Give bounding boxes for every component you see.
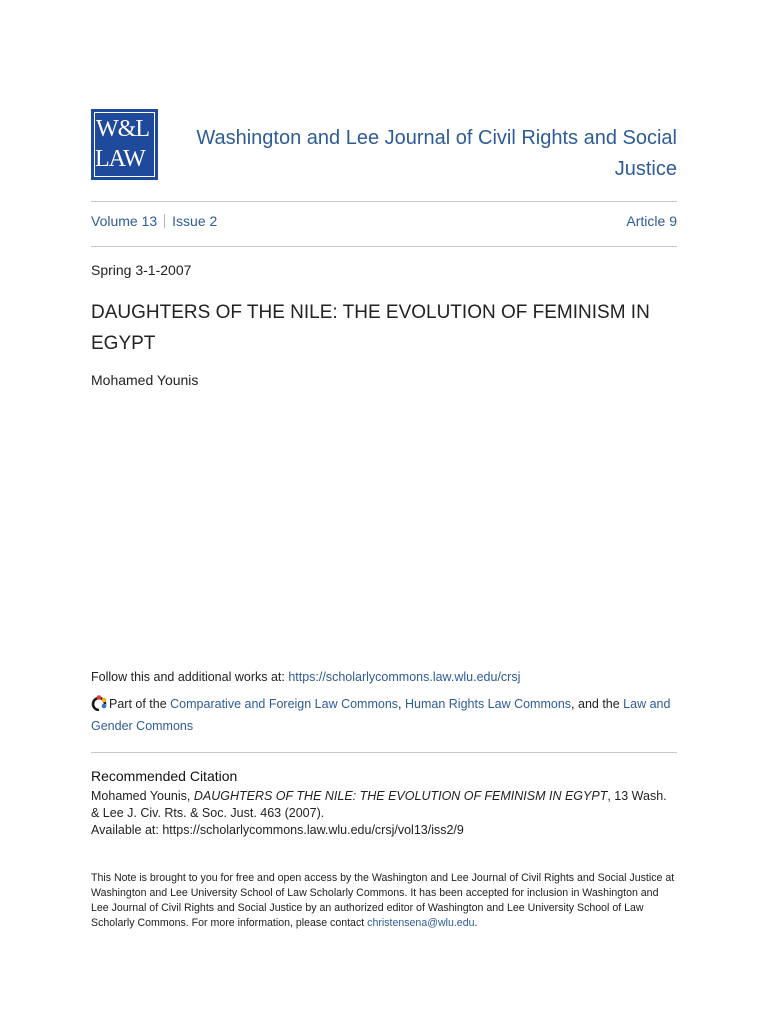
part-of-sep2: , and the: [571, 697, 624, 711]
comparative-foreign-law-commons-link[interactable]: Comparative and Foreign Law Commons: [170, 697, 399, 711]
access-note-end: .: [474, 917, 478, 929]
journal-title-line1[interactable]: Washington and Lee Journal of Civil Rights and Social: [196, 127, 677, 149]
law-and-gender-commons-link[interactable]: Law and Gender Commons: [91, 697, 671, 733]
part-of-sep1: ,: [398, 697, 405, 711]
follow-url-link[interactable]: https://scholarlycommons.law.wlu.edu/crsj: [288, 670, 521, 684]
access-note: [91, 871, 677, 931]
wl-law-logo[interactable]: [91, 109, 158, 180]
article-number-link[interactable]: Article 9: [626, 213, 677, 229]
divider-top: [91, 201, 677, 202]
citation-title: DAUGHTERS OF THE NILE: THE EVOLUTION OF FEMINISM IN EGYPT: [193, 789, 608, 803]
article-title-line2: EGYPT: [91, 333, 156, 354]
part-of-prefix: Part of the: [109, 697, 171, 711]
citation-available: Available at: https://scholarlycommons.law.wlu.edu/crsj/vol13/iss2/9: [91, 823, 464, 837]
publication-date: Spring 3-1-2007: [91, 262, 192, 278]
recommended-citation-heading: Recommended Citation: [91, 768, 238, 784]
volume-issue-separator: [164, 214, 165, 228]
follow-line: [91, 670, 520, 684]
access-note-text: This Note is brought to you for free and open access by the Washington and Lee Journal of Civil Rights and Social Justice at Washington and Lee University School of Law Scholarly Commons. It has been accepted for inclusion in Washington and Lee Journal of Civil Rights and Social Justice by an authorized editor of Washington and Lee University School of Law Scholarly Commons. For more information, please contact: [91, 872, 675, 929]
issue-link[interactable]: Issue 2: [172, 213, 218, 229]
citation-author: Mohamed Younis,: [91, 789, 194, 803]
divider-citation: [91, 752, 677, 753]
volume-link[interactable]: Volume 13: [91, 213, 158, 229]
recommended-citation-body: [91, 788, 677, 839]
logo-wl-text: W&L: [96, 116, 149, 142]
follow-label: Follow this and additional works at:: [91, 670, 289, 684]
volume-issue-line: [91, 213, 217, 229]
part-of-commons: [91, 693, 677, 737]
author-name: Mohamed Younis: [91, 372, 199, 388]
divider-issue: [91, 246, 677, 247]
journal-title-line2[interactable]: Justice: [614, 158, 677, 180]
journal-title-link[interactable]: [180, 123, 677, 185]
contact-email-link[interactable]: christensena@wlu.edu: [367, 917, 475, 929]
logo-law-text: LAW: [95, 146, 145, 172]
citation-source: , 13 Wash. & Lee J. Civ. Rts. & Soc. Just. 463 (2007).: [91, 789, 667, 820]
article-title-line1: DAUGHTERS OF THE NILE: THE EVOLUTION OF FEMINISM IN: [91, 302, 650, 323]
network-icon: [91, 695, 107, 711]
logo-lettering: [91, 109, 158, 180]
human-rights-law-commons-link[interactable]: Human Rights Law Commons: [405, 697, 572, 711]
article-title: [91, 297, 671, 359]
